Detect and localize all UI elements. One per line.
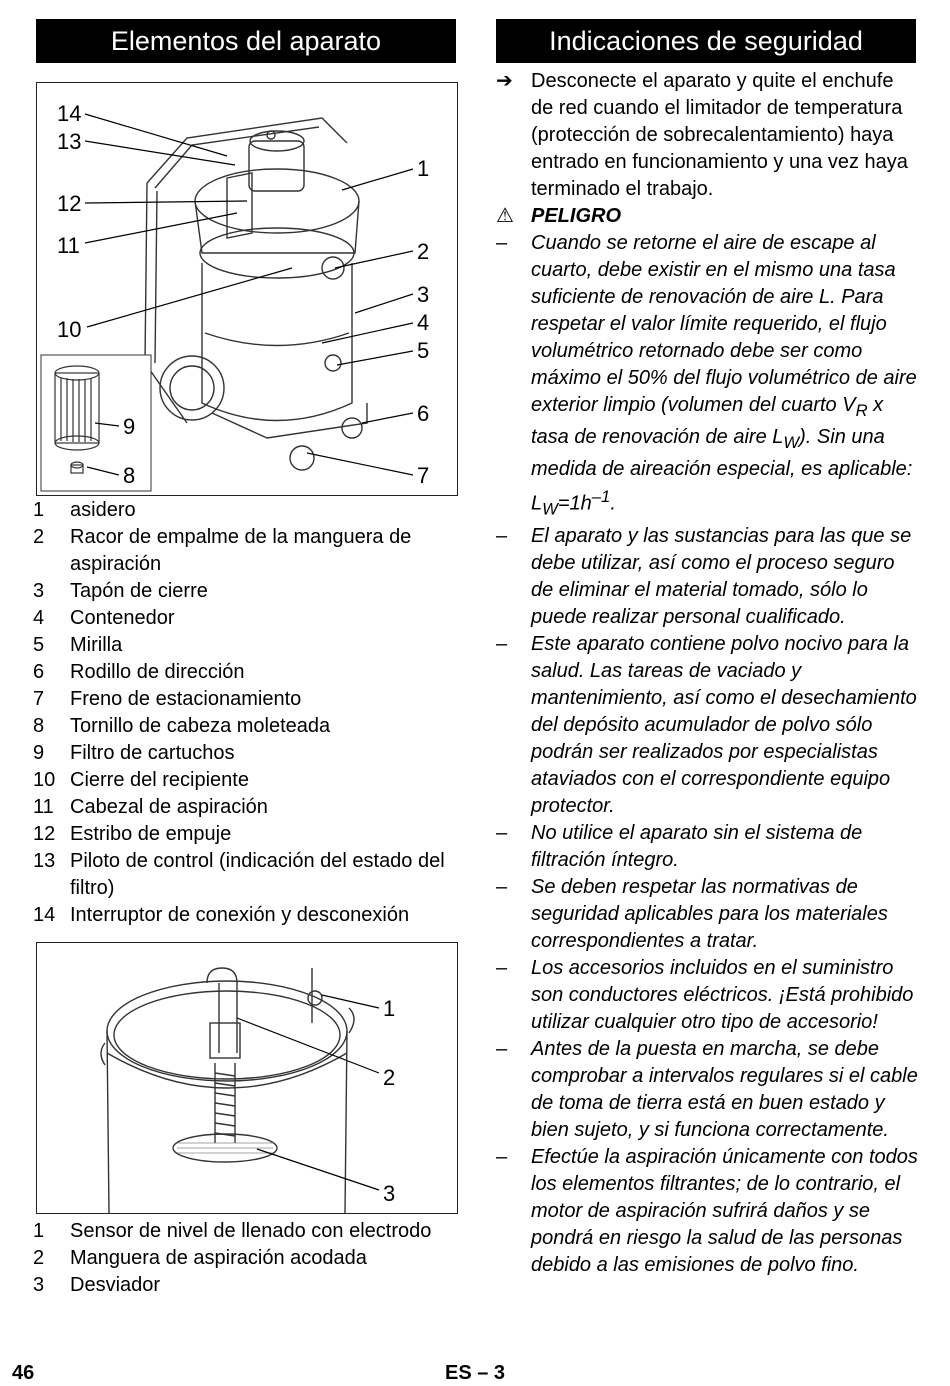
callout-3: 3 — [417, 282, 430, 307]
safety-bullet — [496, 874, 918, 955]
legend-item — [33, 1218, 458, 1245]
dash-bullet: – — [496, 1145, 508, 1168]
superscript: –1 — [591, 487, 611, 506]
legend-text: Piloto de control (indicación del estado del filtro) — [70, 850, 445, 899]
callout-9: 9 — [123, 414, 136, 439]
bullet-text: El aparato y las sustancias para las que se debe utilizar, así como el proceso seguro de eliminar el material tomado, sólo lo puede realizar personal cualificado. — [531, 524, 912, 628]
subscript: W — [542, 499, 558, 519]
dash-bullet: – — [496, 524, 508, 547]
legend-text: Racor de empalme de la manguera de aspiración — [70, 526, 412, 575]
legend-text: Estribo de empuje — [70, 823, 232, 845]
safety-bullet — [496, 955, 918, 1036]
page-reference: ES – 3 — [445, 1362, 506, 1384]
callout-14: 14 — [57, 101, 82, 126]
bullet-text — [531, 230, 918, 523]
dash-bullet: – — [496, 956, 508, 979]
arrow-icon: ➔ — [496, 70, 513, 92]
legend-item — [33, 632, 458, 659]
text-fragment: . — [610, 492, 616, 515]
bullet-text: Este aparato contiene polvo nocivo para la salud. Las tareas de vaciado y mantenimiento, así como el desechamiento del depósito acumulador de polvo sólo podrán ser realizados por especialistas ataviados con el correspondiente equipo protector. — [531, 632, 917, 817]
vacuum-cleaner-drawing — [37, 83, 457, 495]
legend-item — [33, 794, 458, 821]
callout-10: 10 — [57, 317, 82, 342]
dash-bullet: – — [496, 875, 508, 898]
legend-item — [33, 1245, 458, 1272]
legend-text: Sensor de nivel de llenado con electrodo — [70, 1220, 432, 1242]
warning-icon: ⚠ — [496, 205, 514, 227]
legend-text: Rodillo de dirección — [70, 661, 245, 683]
legend-text: Tapón de cierre — [70, 580, 208, 602]
legend-number: 6 — [33, 661, 45, 683]
bullet-text: No utilice el aparato sin el sistema de filtración íntegro. — [531, 821, 863, 871]
callout-7: 7 — [417, 463, 430, 488]
legend-number: 14 — [33, 904, 56, 926]
callout-4: 4 — [417, 310, 430, 335]
bullet-text: Se deben respetar las normativas de seguridad aplicables para los materiales correspondientes a tratar. — [531, 875, 888, 952]
legend-item — [33, 740, 458, 767]
fig2-callout-1: 1 — [383, 996, 396, 1021]
callout-12: 12 — [57, 191, 82, 216]
legend-item — [33, 659, 458, 686]
legend-number: 9 — [33, 742, 45, 764]
legend-number: 4 — [33, 607, 45, 629]
container-illustration — [36, 942, 458, 1214]
callout-1: 1 — [417, 156, 430, 181]
instruction-item — [496, 68, 918, 203]
legend-number: 3 — [33, 1274, 45, 1296]
container-drawing — [37, 943, 457, 1213]
subscript: W — [783, 433, 800, 452]
legend-text: asidero — [70, 499, 136, 521]
legend-number: 8 — [33, 715, 45, 737]
device-illustration — [36, 82, 458, 496]
legend-text: Cabezal de aspiración — [70, 796, 268, 818]
fig2-callout-2: 2 — [383, 1065, 396, 1090]
legend-number: 2 — [33, 1247, 45, 1269]
legend-number: 1 — [33, 499, 45, 521]
legend-item — [33, 497, 458, 524]
text-fragment: x tasa de renovación de aire L — [531, 394, 884, 448]
legend-item — [33, 686, 458, 713]
legend-text: Contenedor — [70, 607, 175, 629]
safety-bullet — [496, 230, 918, 523]
safety-instructions — [496, 68, 918, 1279]
legend-number: 2 — [33, 526, 45, 548]
dash-bullet: – — [496, 821, 508, 844]
legend-item — [33, 605, 458, 632]
text-fragment: ). Sin una medida de aireación especial, es aplicable: L — [531, 426, 913, 515]
fig2-callout-3: 3 — [383, 1181, 396, 1206]
legend-number: 11 — [33, 796, 54, 818]
legend-number: 1 — [33, 1220, 45, 1242]
safety-bullet — [496, 1036, 918, 1144]
legend-number: 13 — [33, 850, 56, 872]
legend-item — [33, 1272, 458, 1299]
legend-number: 10 — [33, 769, 56, 791]
device-parts-legend — [33, 497, 458, 929]
legend-text: Filtro de cartuchos — [70, 742, 235, 764]
legend-text: Desviador — [70, 1274, 161, 1296]
legend-text: Mirilla — [70, 634, 123, 656]
legend-item — [33, 848, 458, 902]
danger-label: PELIGRO — [531, 205, 622, 227]
legend-item — [33, 902, 458, 929]
legend-text: Tornillo de cabeza moleteada — [70, 715, 331, 737]
legend-text: Freno de estacionamiento — [70, 688, 302, 710]
danger-heading — [496, 203, 918, 230]
page-number: 46 — [12, 1362, 35, 1384]
text-fragment: Cuando se retorne el aire de escape al cuarto, debe existir en el mismo una tasa suficiente de renovación de aire L. Para respetar el valor límite requerido, el flujo volumétrico retornado debe ser como máximo el 50% del flujo volumétrico de aire exterior limpio (volumen del cuarto V — [531, 232, 917, 416]
legend-item — [33, 578, 458, 605]
bullet-text: Efectúe la aspiración únicamente con todos los elementos filtrantes; de lo contrario, el motor de aspiración sufrirá daños y se pondrá en riesgo la salud de las personas debido a las emisiones de polvo fino. — [531, 1145, 918, 1276]
safety-bullet — [496, 631, 918, 820]
bullet-text: Antes de la puesta en marcha, se debe comprobar a intervalos regulares si el cable de toma de tierra está en buen estado y bien sujeto, y si funciona correctamente. — [531, 1037, 918, 1141]
callout-5: 5 — [417, 338, 430, 363]
callout-2: 2 — [417, 239, 430, 264]
bullet-text: Los accesorios incluidos en el suministro son conductores eléctricos. ¡Está prohibido utilizar cualquier otro tipo de accesorio! — [531, 956, 914, 1033]
legend-text: Manguera de aspiración acodada — [70, 1247, 367, 1269]
legend-text: Cierre del recipiente — [70, 769, 249, 791]
legend-item — [33, 821, 458, 848]
container-parts-legend — [33, 1218, 458, 1299]
callout-8: 8 — [123, 463, 136, 488]
legend-item — [33, 524, 458, 578]
legend-item — [33, 767, 458, 794]
legend-text: Interruptor de conexión y desconexión — [70, 904, 410, 926]
legend-item — [33, 713, 458, 740]
callout-13: 13 — [57, 129, 82, 154]
instruction-text: Desconecte el aparato y quite el enchufe de red cuando el limitador de temperatura (protección de sobrecalentamiento) haya entrado en funcionamiento y una vez haya terminado el trabajo. — [531, 70, 908, 200]
legend-number: 3 — [33, 580, 45, 602]
callout-6: 6 — [417, 401, 430, 426]
legend-number: 5 — [33, 634, 45, 656]
safety-bullet — [496, 1144, 918, 1279]
legend-number: 12 — [33, 823, 56, 845]
dash-bullet: – — [496, 1037, 508, 1060]
section-title-safety: Indicaciones de seguridad — [496, 19, 916, 63]
callout-11: 11 — [57, 233, 80, 258]
section-title-device-elements: Elementos del aparato — [36, 19, 456, 63]
safety-bullet — [496, 820, 918, 874]
text-fragment: =1h — [557, 492, 592, 515]
dash-bullet: – — [496, 232, 508, 254]
legend-number: 7 — [33, 688, 45, 710]
subscript: R — [855, 401, 868, 420]
safety-bullet — [496, 523, 918, 631]
dash-bullet: – — [496, 632, 508, 655]
